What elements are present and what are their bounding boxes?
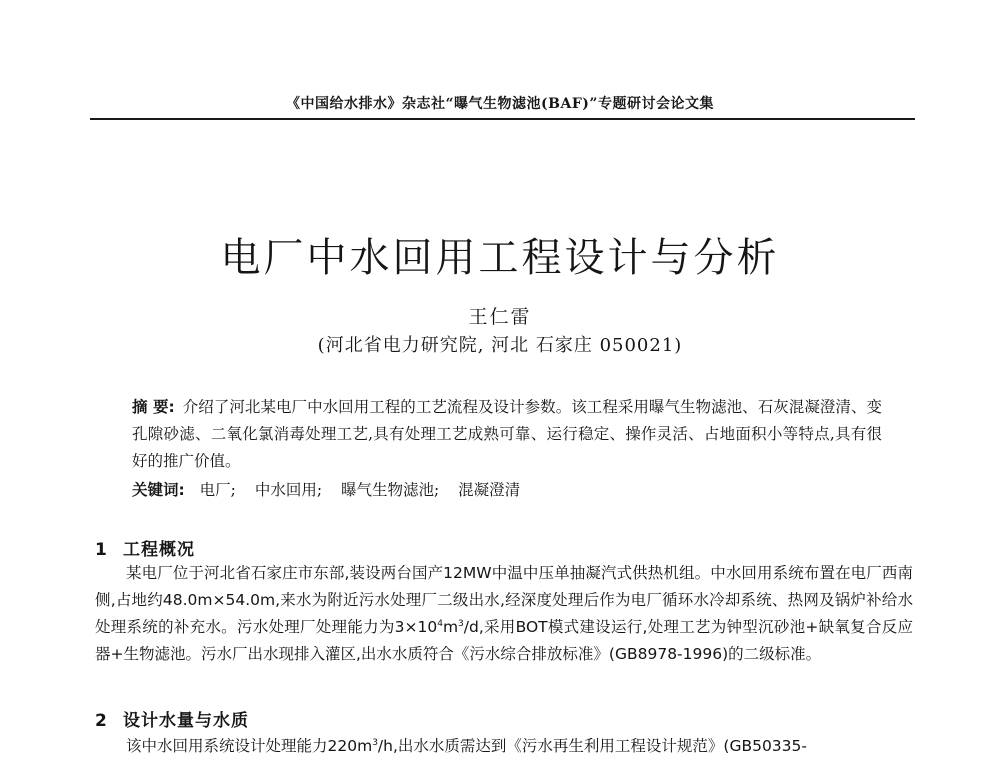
paragraph-text: /h,出水水质需达到《污水再生利用工程设计规范》(GB50335- — [377, 737, 807, 755]
section-2-paragraph — [95, 733, 913, 760]
author-affiliation: (河北省电力研究院, 河北 石家庄 050021) — [317, 335, 683, 356]
running-header: 《中国给水排水》杂志社“曝气生物滤池(BAF)”专题研讨会论文集 — [286, 96, 714, 112]
section-title: 设计水量与水质 — [123, 711, 249, 731]
paragraph-text: /d,采用BOT模式建设运行,处理工艺为钟型沉砂池+缺氧复合反应器+生物滤池。污水厂出水现排入灌区,出水水质符合《污水综合排放标准》(GB8978-1996)的二级标准。 — [95, 618, 913, 663]
paragraph-text: m — [442, 618, 459, 636]
section-number: 1 — [95, 540, 108, 560]
paragraph-text: 该中水回用系统设计处理能力220m — [126, 737, 373, 755]
paragraph-text: 某电厂位于河北省石家庄市东部,装设两台国产12MW中温中压单抽凝汽式供热机组。中水回用系统布置在电厂西南侧,占地约48.0m×54.0m,来水为附近污水处理厂二级出水,经深度处理后作为电厂循环水冷却系统、热网及锅炉补给水处理系统的补充水。污水处理厂处理能力为3×10 — [95, 564, 913, 636]
section-heading-1 — [95, 535, 195, 560]
section-number: 2 — [95, 711, 108, 731]
paper-title: 电厂中水回用工程设计与分析 — [220, 235, 780, 281]
keyword: 中水回用; — [254, 481, 323, 499]
section-heading-2 — [95, 706, 249, 731]
section-1-paragraph — [95, 560, 913, 668]
keyword: 电厂; — [199, 481, 236, 499]
superscript: 3 — [458, 618, 464, 629]
keywords-label: 关键词: — [132, 481, 185, 499]
author-name: 王仁雷 — [468, 306, 532, 328]
abstract-text: 介绍了河北某电厂中水回用工程的工艺流程及设计参数。该工程采用曝气生物滤池、石灰混凝澄清、变孔隙砂滤、二氧化氯消毒处理工艺,具有处理工艺成熟可靠、运行稳定、操作灵活、占地面积小等特点,具有很好的推广价值。 — [132, 398, 882, 470]
abstract-label: 摘 要: — [132, 398, 175, 416]
section-title: 工程概况 — [123, 540, 195, 560]
keyword: 曝气生物滤池; — [340, 481, 440, 499]
keyword: 混凝澄清 — [458, 481, 521, 499]
header-rule — [90, 118, 915, 120]
superscript: 4 — [437, 618, 443, 629]
superscript: 3 — [372, 737, 378, 748]
keywords — [132, 478, 882, 500]
abstract — [132, 394, 882, 475]
